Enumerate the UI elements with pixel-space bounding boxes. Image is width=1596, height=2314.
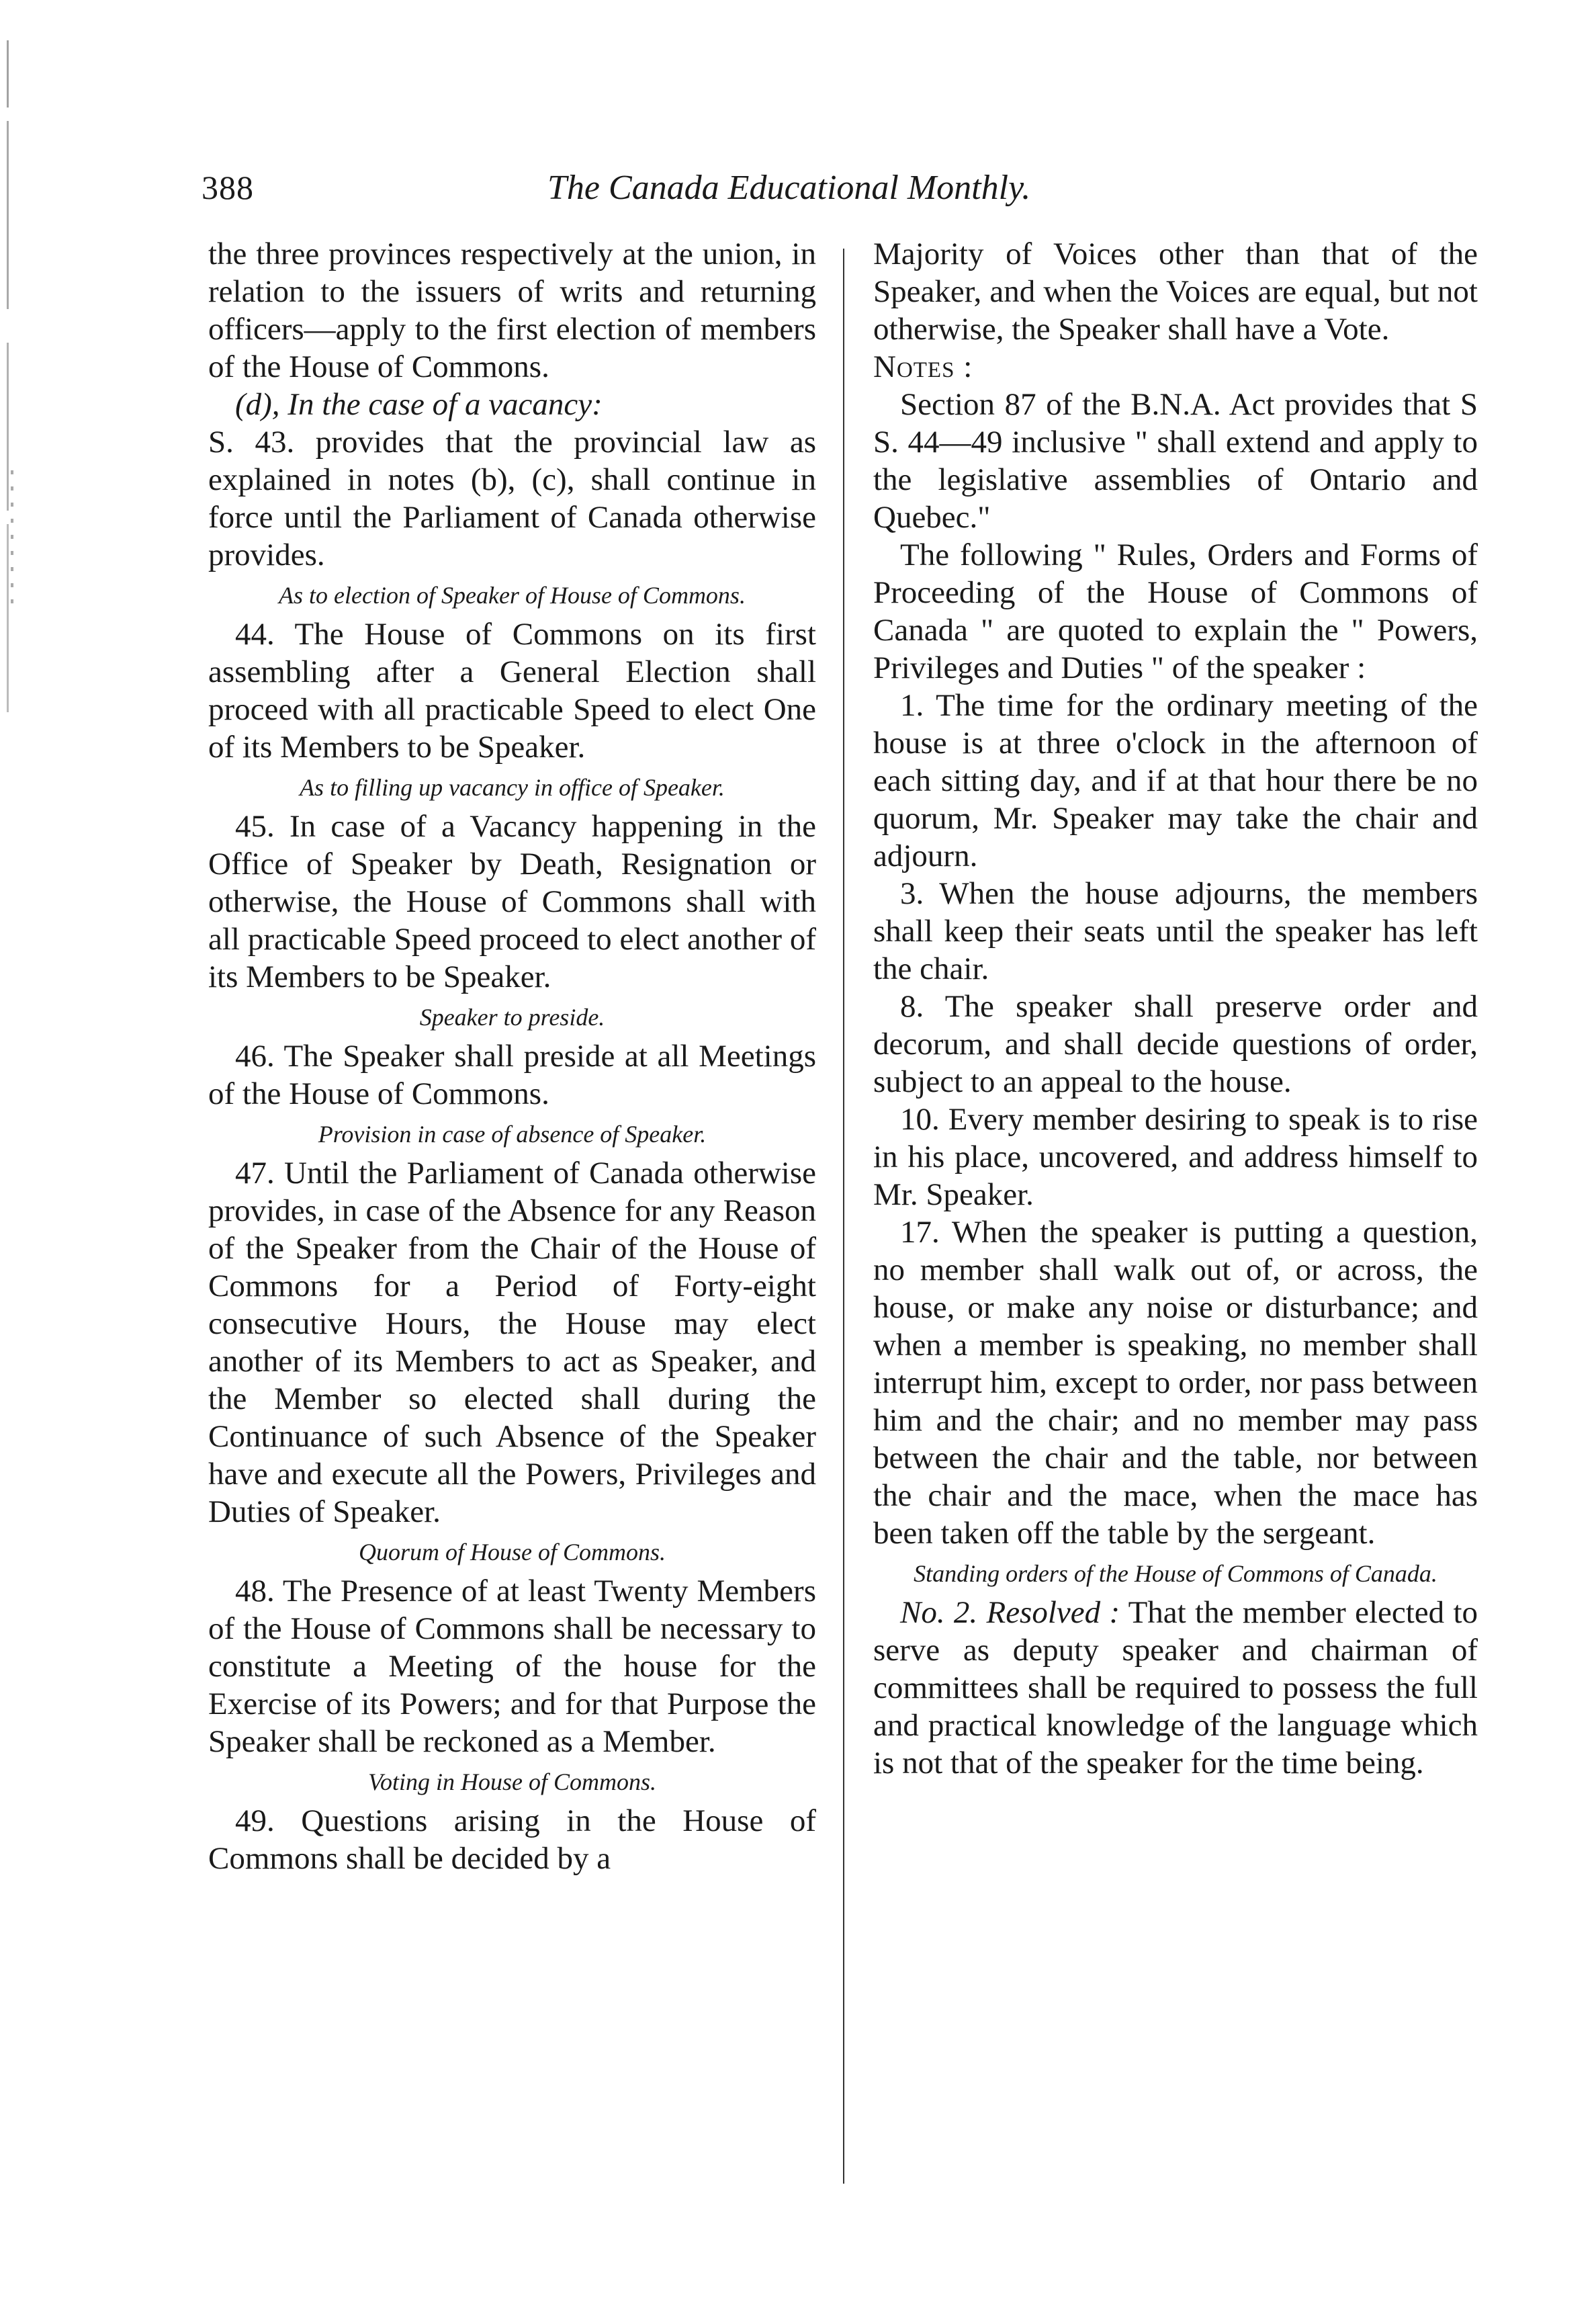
paragraph: The following " Rules, Orders and Forms of Proceeding of the House of Commons of Canada " are quoted to explain the " Powers, Privileges and Duties " of the speaker : xyxy=(873,538,1478,685)
paragraph: 44. The House of Commons on its first assembling after a General Election shall proceed with all practicable Speed to elect One of its Members to be Speaker. xyxy=(208,617,816,765)
paragraph xyxy=(873,1594,1478,1782)
page-header xyxy=(202,168,1209,222)
section-heading: Provision in case of absence of Speaker. xyxy=(318,1121,707,1148)
section-heading: Standing orders of the House of Commons of Canada. xyxy=(914,1560,1437,1587)
paragraph: 45. In case of a Vacancy happening in the Office of Speaker by Death, Resignation or otherwise, the House of Commons shall with all practicable Speed proceed to elect another of its Members to be Speaker. xyxy=(208,809,816,994)
paragraph xyxy=(208,386,816,423)
running-title: The Canada Educational Monthly. xyxy=(547,169,1031,207)
scan-edge-dots xyxy=(11,470,13,605)
paragraph: the three provinces respectively at the union, in relation to the issuers of writs and returning officers—apply to the first election of members of the House of Commons. xyxy=(208,237,816,384)
section-heading: Voting in House of Commons. xyxy=(367,1768,656,1795)
paragraph-text: That the member elected to serve as deputy speaker and chairman of committees shall be required to possess the full and practical knowledge of the language which is not that of the speaker for the time being. xyxy=(873,1595,1478,1781)
paragraph: 8. The speaker shall preserve order and decorum, and shall decide questions of order, subject to an appeal to the house. xyxy=(873,989,1478,1099)
paragraph: 17. When the speaker is putting a question, no member shall walk out of, or across, the house, or make any noise or disturbance; and when a member is speaking, no member shall interrupt him, except to order, nor pass between him and the chair; and no member may pass between the chair and the table, nor between the chair and the mace, when the mace has been taken off the table by the sergeant. xyxy=(873,1215,1478,1551)
right-column xyxy=(873,235,1478,1782)
left-column xyxy=(208,235,816,1877)
paragraph: Section 87 of the B.N.A. Act provides that S S. 44—49 inclusive " shall extend and apply to the legislative assemblies of Ontario and Quebec." xyxy=(873,387,1478,535)
paragraph: 46. The Speaker shall preside at all Meetings of the House of Commons. xyxy=(208,1039,816,1111)
page-number: 388 xyxy=(202,169,254,206)
paragraph: 3. When the house adjourns, the members shall keep their seats until the speaker has left the chair. xyxy=(873,876,1478,986)
paragraph-label: No. 2. Resolved : xyxy=(900,1595,1120,1630)
section-heading: As to filling up vacancy in office of Speaker. xyxy=(300,774,725,801)
section-heading: Speaker to preside. xyxy=(419,1004,605,1031)
section-heading: As to election of Speaker of House of Commons. xyxy=(279,582,746,609)
paragraph: Majority of Voices other than that of the Speaker, and when the Voices are equal, but not otherwise, the Speaker shall have a Vote. xyxy=(873,237,1478,347)
paragraph-label: (d), In the case of a vacancy: xyxy=(235,387,603,422)
scan-edge-marks xyxy=(7,40,9,712)
paragraph: S. 43. provides that the provincial law as explained in notes (b), (c), shall continue in force until the Parliament of Canada otherwise provides. xyxy=(208,425,816,572)
paragraph: 10. Every member desiring to speak is to rise in his place, uncovered, and address himself to Mr. Speaker. xyxy=(873,1102,1478,1212)
column-divider xyxy=(843,249,844,2184)
paragraph: 47. Until the Parliament of Canada otherwise provides, in case of the Absence for any Reason of the Speaker from the Chair of the House of Commons for a Period of Forty-eight consecutive Hours, the House may elect another of its Members to act as Speaker, and the Member so elected shall during the Continuance of such Absence of the Speaker have and execute all the Powers, Privileges and Duties of Speaker. xyxy=(208,1156,816,1529)
paragraph: 48. The Presence of at least Twenty Members of the House of Commons shall be necessary to constitute a Meeting of the house for the Exercise of its Powers; and for that Purpose the Speaker shall be reckoned as a Member. xyxy=(208,1574,816,1759)
notes-label: Notes : xyxy=(873,349,973,384)
paragraph: 49. Questions arising in the House of Commons shall be decided by a xyxy=(208,1803,816,1876)
section-heading: Quorum of House of Commons. xyxy=(358,1539,666,1566)
paragraph: 1. The time for the ordinary meeting of the house is at three o'clock in the afternoon of each sitting day, and if at that hour there be no quorum, Mr. Speaker may take the chair and adjourn. xyxy=(873,688,1478,873)
